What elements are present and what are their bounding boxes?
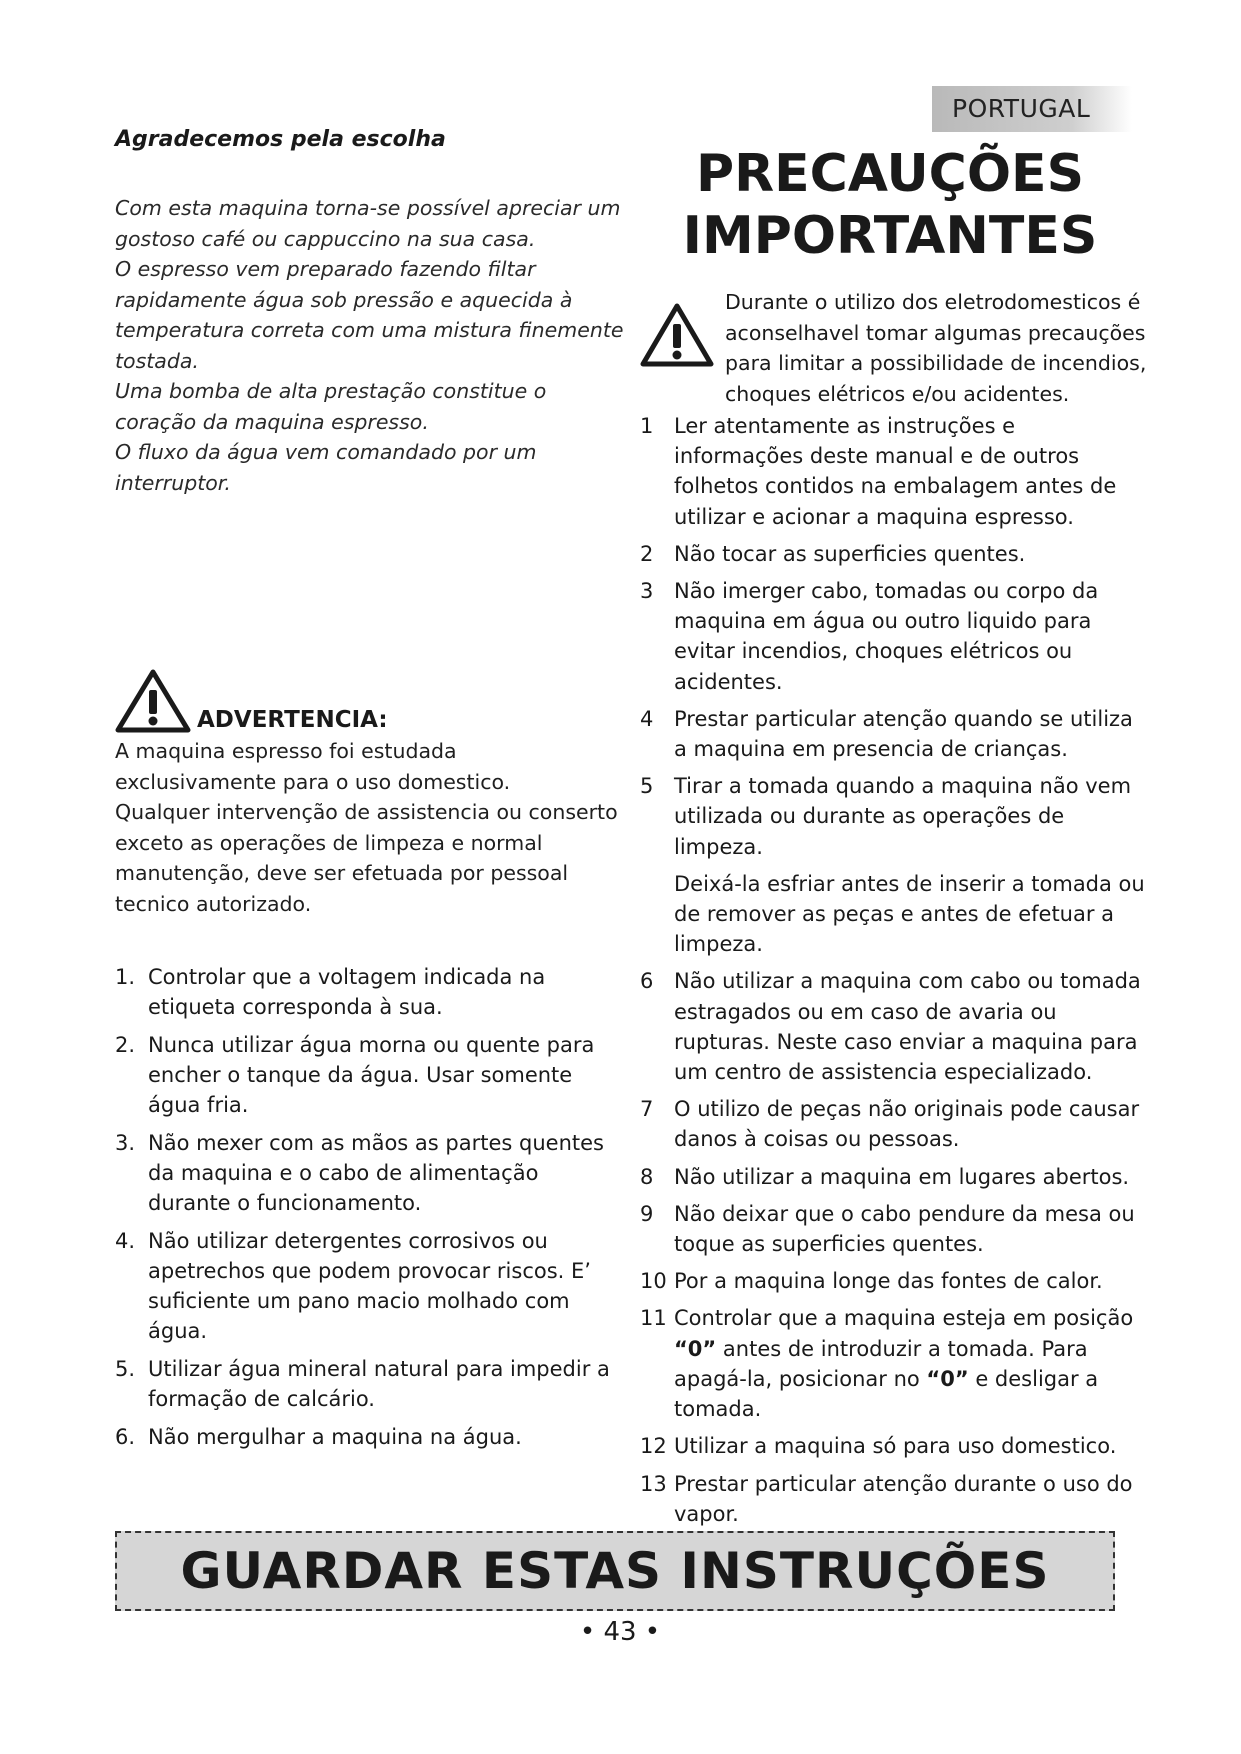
intro-paragraph: O espresso vem preparado fazendo filtar rapidamente água sob pressão e aquecida à temperatura correta com uma mistura finemente tostada. bbox=[115, 257, 624, 373]
list-item bbox=[640, 411, 1150, 532]
language-tab: PORTUGAL bbox=[932, 86, 1132, 132]
list-item bbox=[640, 539, 1150, 569]
item-text: Não utilizar detergentes corrosivos ou apetrechos que podem provocar riscos. E’ suficiente um pano macio molhado com água. bbox=[148, 1229, 591, 1343]
item-text: Prestar particular atenção durante o uso do vapor. bbox=[674, 1471, 1133, 1526]
list-item bbox=[640, 1094, 1150, 1154]
item-text: Não deixar que o cabo pendure da mesa ou toque as superficies quentes. bbox=[674, 1201, 1135, 1257]
item-text-part: antes de introduzir a tomada. Para apagá-la, posicionar no bbox=[674, 1336, 1088, 1391]
item-text: O utilizo de peças não originais pode causar danos à coisas ou pessoas. bbox=[674, 1097, 1140, 1152]
precautions-intro: Durante o utilizo dos eletrodomesticos é aconselhavel tomar algumas precauções para limitar a possibilidade de incendios, choques elétricos e/ou acidentes. bbox=[725, 290, 1147, 406]
item-number: 6. bbox=[115, 1425, 136, 1449]
advertencia-paragraph: Qualquer intervenção de assistencia ou conserto exceto as operações de limpeza e normal manutenção, deve ser efetuada por pessoal tecnico autorizado. bbox=[115, 800, 618, 916]
left-instruction-list bbox=[115, 962, 620, 1460]
list-item bbox=[115, 1128, 620, 1218]
item-text: Não utilizar a maquina com cabo ou tomada estragados ou em caso de avaria ou rupturas. Neste caso enviar a maquina para um centro de assistencia especializado. bbox=[674, 969, 1141, 1085]
item-number: 6 bbox=[640, 969, 654, 994]
item-number: 4. bbox=[115, 1229, 136, 1253]
item-text-part: e desligar a tomada. bbox=[674, 1366, 1099, 1422]
list-item bbox=[115, 1354, 620, 1414]
list-item bbox=[640, 704, 1150, 764]
item-text: Prestar particular atenção quando se utiliza a maquina em presencia de crianças. bbox=[674, 706, 1133, 762]
item-text: Não tocar as superficies quentes. bbox=[674, 541, 1026, 566]
list-item bbox=[640, 1266, 1150, 1296]
intro-text bbox=[115, 193, 630, 498]
banner-text: GUARDAR ESTAS INSTRUÇÕES bbox=[180, 1542, 1050, 1600]
item-number: 9 bbox=[640, 1201, 654, 1226]
item-number: 3. bbox=[115, 1131, 136, 1155]
item-number: 8 bbox=[640, 1164, 654, 1189]
list-item bbox=[115, 1422, 620, 1452]
item-text: Não imerger cabo, tomadas ou corpo da maquina em água ou outro liquido para evitar incendios, choques elétricos ou acidentes. bbox=[674, 579, 1099, 694]
item-text: Não mexer com as mãos as partes quentes da maquina e o cabo de alimentação durante o funcionamento. bbox=[148, 1131, 604, 1215]
item-number: 3 bbox=[640, 579, 654, 604]
advertencia-title: ADVERTENCIA: bbox=[197, 707, 388, 733]
item-number: 5. bbox=[115, 1357, 136, 1381]
item-text: Por a maquina longe das fontes de calor. bbox=[674, 1269, 1103, 1294]
item-number: 10 bbox=[640, 1269, 667, 1294]
advertencia-paragraph: A maquina espresso foi estudada exclusivamente para o uso domestico. bbox=[115, 739, 511, 794]
item-number: 1 bbox=[640, 414, 654, 438]
list-item bbox=[640, 966, 1150, 1087]
item-number: 5 bbox=[640, 774, 654, 799]
list-item bbox=[640, 1469, 1150, 1529]
advertencia-text bbox=[115, 736, 620, 919]
list-item bbox=[640, 1431, 1150, 1461]
item-number: 2 bbox=[640, 541, 654, 566]
item-text: Tirar a tomada quando a maquina não vem utilizada ou durante as operações de limpeza. bbox=[674, 774, 1132, 859]
list-item bbox=[115, 962, 620, 1022]
list-item bbox=[115, 1226, 620, 1346]
item-text: Controlar que a voltagem indicada na etiqueta corresponda à sua. bbox=[148, 965, 546, 1019]
list-item bbox=[640, 1162, 1150, 1192]
item-text: Ler atentamente as instruções e informações deste manual e de outros folhetos contidos na embalagem antes de utilizar e acionar a maquina espresso. bbox=[674, 414, 1117, 529]
item-extra-text: Deixá-la esfriar antes de inserir a tomada ou de remover as peças e antes de efetuar a limpeza. bbox=[674, 871, 1145, 957]
item-number: 7 bbox=[640, 1097, 654, 1122]
intro-paragraph: O fluxo da água vem comandado por um interruptor. bbox=[115, 440, 537, 495]
intro-paragraph: Uma bomba de alta prestação constitue o coração da maquina espresso. bbox=[115, 379, 547, 434]
item-number: 12 bbox=[640, 1434, 667, 1459]
list-item bbox=[640, 771, 1150, 959]
item-number: 2. bbox=[115, 1033, 136, 1057]
item-number: 13 bbox=[640, 1471, 667, 1496]
item-text-part: Controlar que a maquina esteja em posição bbox=[674, 1306, 1134, 1331]
item-number: 4 bbox=[640, 706, 654, 731]
list-item bbox=[640, 1303, 1150, 1424]
item-text: Não utilizar a maquina em lugares abertos. bbox=[674, 1164, 1130, 1189]
page-number: • 43 • bbox=[579, 1617, 661, 1647]
page-title-line1: PRECAUÇÕES bbox=[695, 144, 1085, 204]
item-text: Utilizar a maquina só para uso domestico. bbox=[674, 1434, 1117, 1459]
item-text: Nunca utilizar água morna ou quente para encher o tanque da água. Usar somente água fria. bbox=[148, 1033, 595, 1117]
precaution-warning-icon bbox=[640, 302, 714, 368]
list-item bbox=[115, 1030, 620, 1120]
page-title-line2: IMPORTANTES bbox=[682, 206, 1098, 266]
item-number: 1. bbox=[115, 965, 136, 989]
precautions-list bbox=[640, 411, 1150, 1536]
position-zero-label: “0” bbox=[926, 1366, 969, 1391]
item-number: 11 bbox=[640, 1306, 667, 1331]
item-text: Não mergulhar a maquina na água. bbox=[148, 1425, 522, 1449]
position-zero-label: “0” bbox=[674, 1336, 717, 1361]
intro-paragraph: Com esta maquina torna-se possível apreciar um gostoso café ou cappuccino na sua casa. bbox=[115, 196, 621, 251]
list-item bbox=[640, 1199, 1150, 1259]
warning-triangle-icon bbox=[115, 668, 191, 734]
save-instructions-banner bbox=[115, 1531, 1115, 1611]
intro-heading: Agradecemos pela escolha bbox=[115, 127, 446, 152]
item-text: Utilizar água mineral natural para impedir a formação de calcário. bbox=[148, 1357, 610, 1411]
list-item bbox=[640, 576, 1150, 697]
